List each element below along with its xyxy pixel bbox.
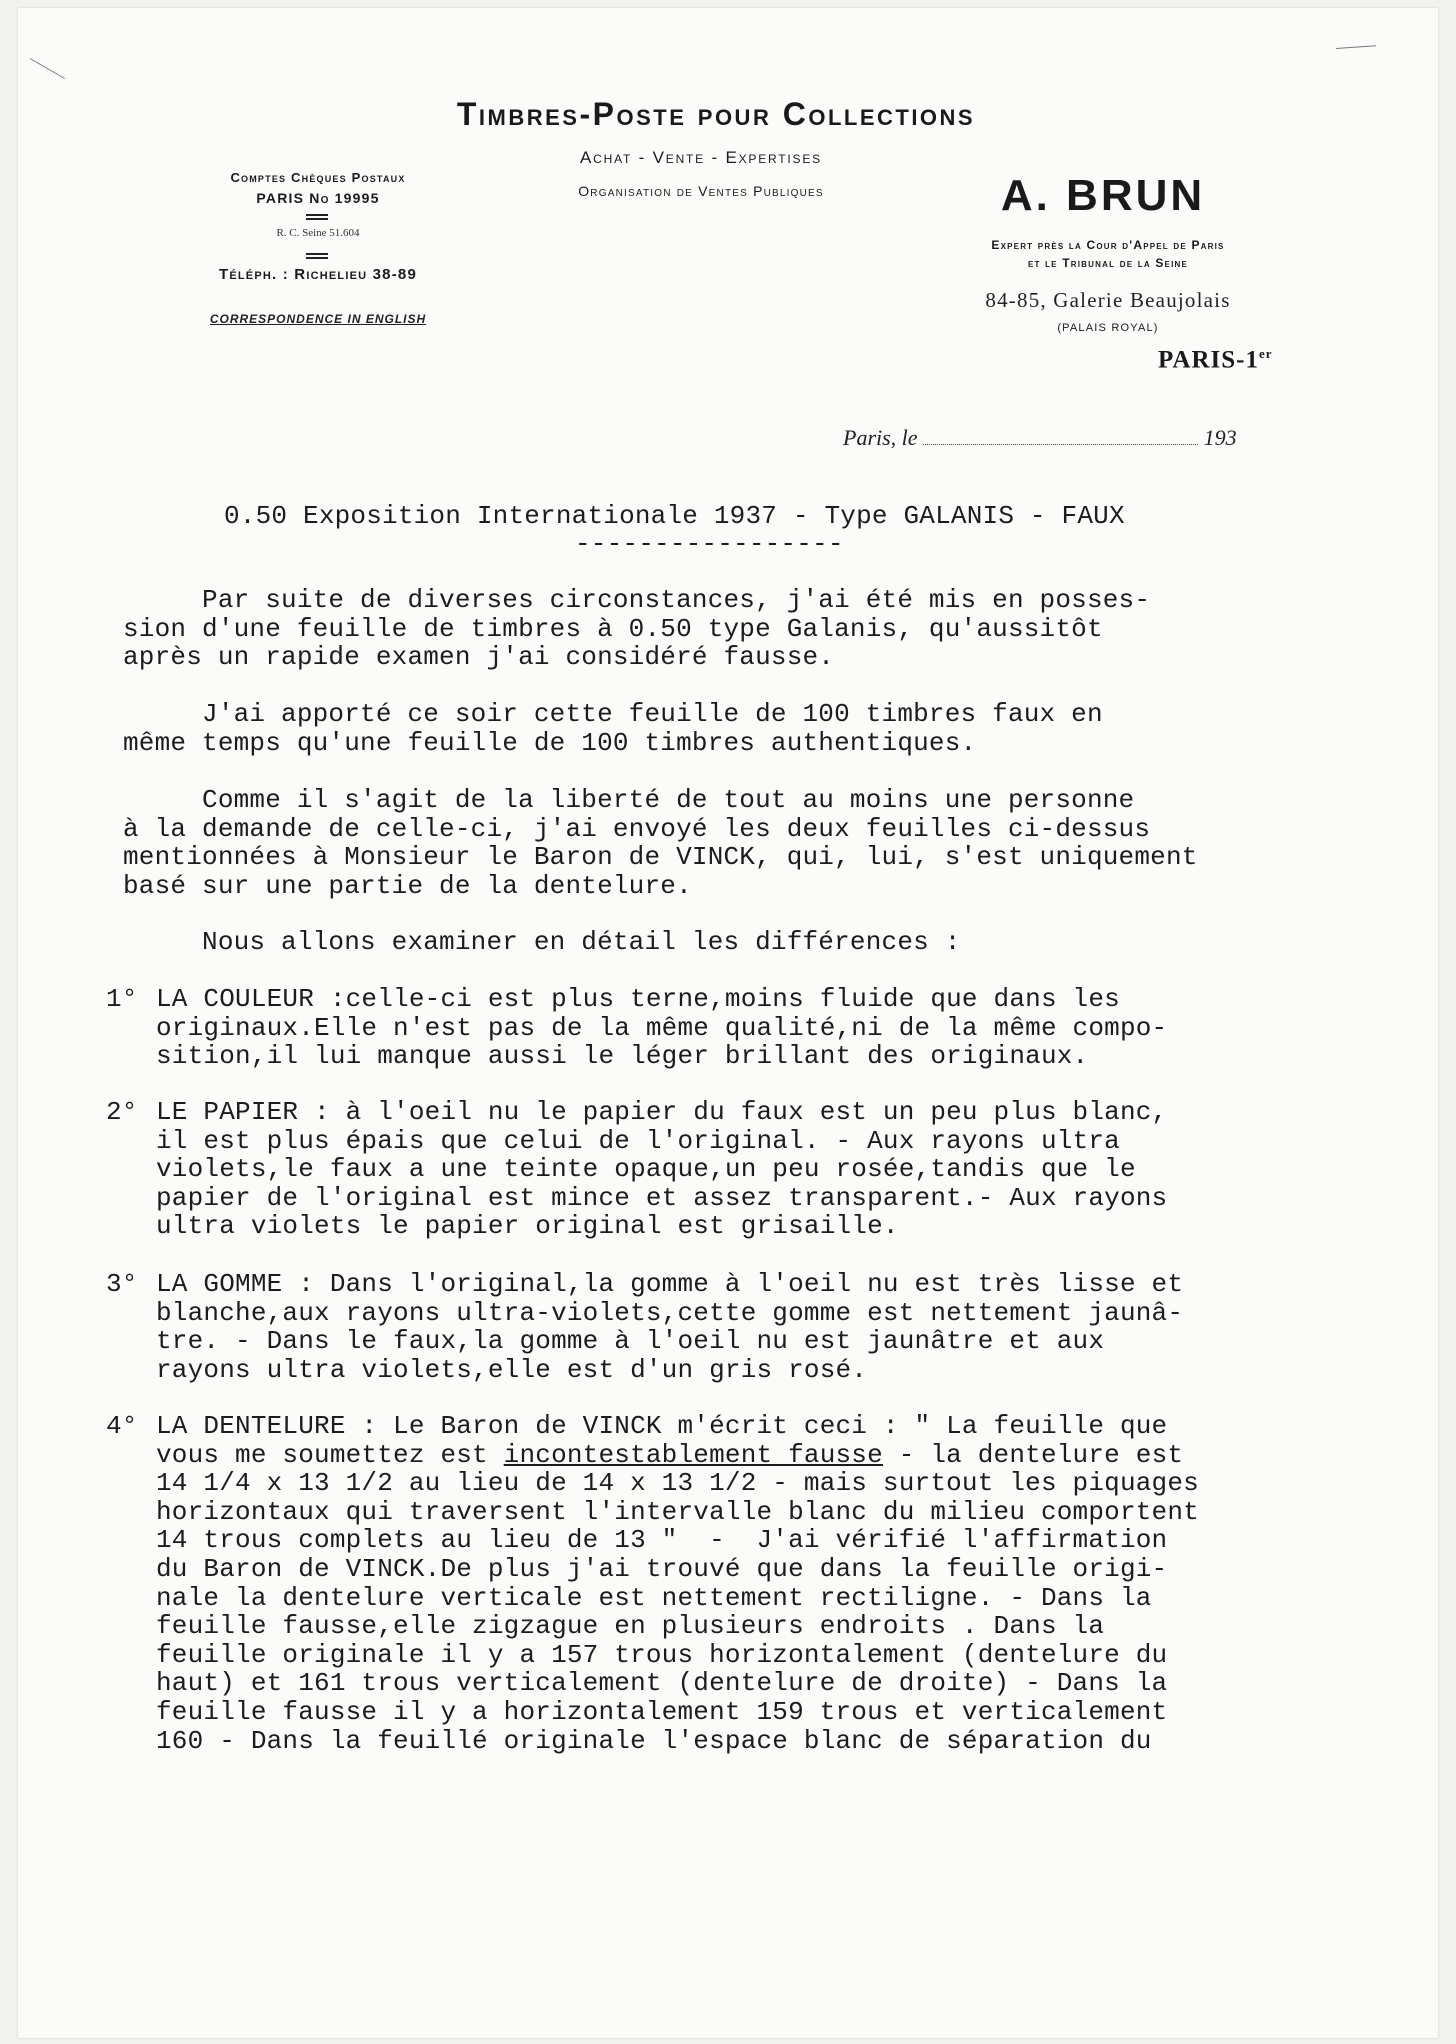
letter-sheet	[18, 8, 1438, 2038]
item-1-couleur: LA COULEUR :celle-ci est plus terne,moins fluide que dans les originaux.Elle n'est pas de la même qualité,ni de la même compo- sition,il lui manque aussi le léger brillant des originaux.	[156, 984, 1168, 1072]
item-3-gomme: LA GOMME : Dans l'original,la gomme à l'oeil nu est très lisse et blanche,aux rayons ultra-violets,cette gomme est nettement jaunâ- tre. - Dans le faux,la gomme à l'oeil nu est jaunâtre et aux rayons ultra violets,elle est d'un gris rosé.	[156, 1269, 1184, 1385]
comptes-cheques: Comptes Chèques Postaux	[230, 170, 406, 185]
item-4-dentelure	[156, 1412, 1356, 1755]
divider	[306, 253, 328, 255]
expert-line-2: et le Tribunal de la Seine	[1027, 256, 1189, 270]
date-line	[843, 425, 1293, 451]
document-heading: 0.50 Exposition Internationale 1937 - Type GALANIS - FAUX	[224, 501, 1125, 531]
item-4-text-a: LA DENTELURE : Le Baron de VINCK m'écrit ceci : " La feuille que vous me soumettez est	[156, 1411, 1168, 1470]
divider	[306, 218, 328, 220]
heading-underline: -----------------	[575, 529, 844, 559]
date-prefix: Paris, le	[843, 425, 918, 450]
item-2-number: 2°	[106, 1097, 138, 1127]
paragraph-1: Par suite de diverses circonstances, j'ai été mis en posses- sion d'une feuille de timbres à 0.50 type Galanis, qu'aussitôt après un rapide examen j'ai considéré fausse.	[123, 585, 1151, 673]
scan-mark	[1336, 45, 1376, 49]
item-2-papier: LE PAPIER : à l'oeil nu le papier du faux est un peu plus blanc, il est plus épais que celui de l'original. - Aux rayons ultra violets,le faux a une teinte opaque,un peu rosée,tandis que le papier de l'original est mince et assez transparent.- Aux rayons ultra violets le papier original est grisaille.	[156, 1097, 1168, 1242]
letterhead-title: Timbres-Poste pour Collections	[456, 96, 976, 132]
divider	[306, 214, 328, 216]
city-name: PARIS-1	[1158, 346, 1259, 374]
address-line: 84-85, Galerie Beaujolais	[985, 288, 1231, 312]
organisation-line: Organisation de Ventes Publiques	[578, 183, 824, 199]
date-blank	[923, 428, 1198, 445]
telephone: Téléph. : Richelieu 38-89	[218, 266, 418, 283]
company-name: A. BRUN	[1000, 171, 1206, 220]
paragraph-3: Comme il s'agit de la liberté de tout au moins une personne à la demande de celle-ci, j'ai envoyé les deux feuilles ci-dessus mentionnées à Monsieur le Baron de VINCK, qui, lui, s'est uniquement basé sur une partie de la dentelure.	[123, 785, 1198, 901]
palais-royal: (PALAIS ROYAL)	[1057, 322, 1159, 334]
services-line: Achat - Vente - Expertises	[580, 148, 822, 167]
rc-seine: R. C. Seine 51.604	[276, 227, 360, 239]
item-4-number: 4°	[106, 1411, 138, 1441]
city-line	[1158, 346, 1358, 374]
correspondence-english: CORRESPONDENCE IN ENGLISH	[209, 312, 427, 326]
item-4-text-b: - la dentelure est	[882, 1439, 1184, 1470]
date-year: 193	[1203, 425, 1237, 450]
scan-mark	[30, 58, 65, 79]
item-4-text-rest: 14 1/4 x 13 1/2 au lieu de 14 x 13 1/2 - mais surtout les piquages horizontaux qui traversent l'intervalle blanc du milieu comportent 14 trous complets au lieu de 13 " - J'ai vérifié l'affirmation du Baron de VINCK.De plus j'ai trouvé que dans la feuille origi- nale la dentelure verticale est nettement rectiligne. - Dans la feuille fausse,elle zigzague en plusieurs endroits . Dans la feuille originale il y a 157 trous horizontalement (dentelure du haut) et 161 trous verticalement (dentelure de droite) - Dans la feuille fausse il y a horizontalement 159 trous et verticalement 160 - Dans la feuillé originale l'espace blanc de séparation du	[156, 1468, 1199, 1756]
divider	[306, 257, 328, 259]
city-superscript: er	[1258, 346, 1273, 361]
paris-number: PARIS No 19995	[256, 190, 380, 206]
paragraph-4: Nous allons examiner en détail les différences :	[123, 927, 961, 957]
item-4-underlined-phrase: incontestablement fausse	[503, 1439, 883, 1470]
paragraph-2: J'ai apporté ce soir cette feuille de 100 timbres faux en même temps qu'une feuille de 100 timbres authentiques.	[123, 699, 1103, 758]
expert-line-1: Expert près la Cour d'Appel de Paris	[991, 238, 1225, 252]
item-1-number: 1°	[106, 984, 138, 1014]
item-3-number: 3°	[106, 1269, 138, 1299]
